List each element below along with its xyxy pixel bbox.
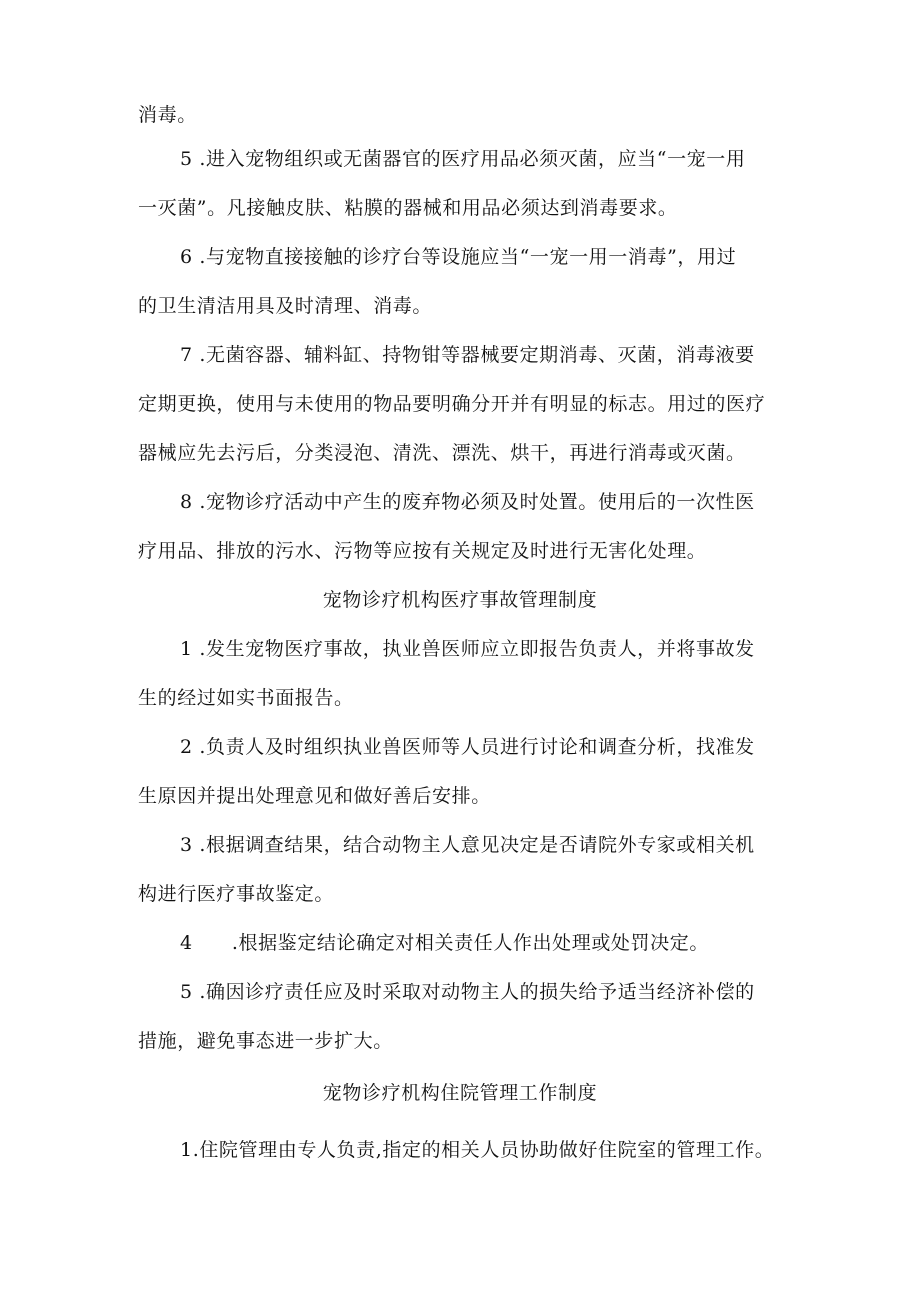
text-line: 3 .根据调查结果，结合动物主人意见决定是否请院外专家或相关机 [180, 834, 755, 856]
text-line: 5 .进入宠物组织或无菌器官的医疗用品必须灭菌，应当“一宠一用 [180, 148, 746, 170]
text-line: 措施，避免事态进一步扩大。 [138, 1030, 393, 1052]
text-line: 的卫生清洁用具及时清理、消毒。 [138, 295, 433, 317]
text-line: 4 .根据鉴定结论确定对相关责任人作出处理或处罚决定。 [180, 932, 709, 954]
text-line: 器械应先去污后，分类浸泡、清洗、漂洗、烘干，再进行消毒或灭菌。 [138, 442, 746, 464]
text-line: 1 .发生宠物医疗事故，执业兽医师应立即报告负责人，并将事故发 [180, 638, 755, 660]
text-line: 疗用品、排放的污水、污物等应按有关规定及时进行无害化处理。 [138, 540, 707, 562]
section-heading: 宠物诊疗机构医疗事故管理制度 [322, 589, 598, 611]
text-line: 构进行医疗事故鉴定。 [138, 883, 335, 905]
text-line: 生原因并提出处理意见和做好善后安排。 [138, 785, 491, 807]
text-line: 1.住院管理由专人负责,指定的相关人员协助做好住院室的管理工作。 [180, 1139, 775, 1161]
text-line: 7 .无菌容器、辅料缸、持物钳等器械要定期消毒、灭菌，消毒液要 [180, 344, 755, 366]
text-line: 6 .与宠物直接接触的诊疗台等设施应当“一宠一用一消毒”，用过 [180, 246, 737, 268]
text-line: 消毒。 [138, 104, 197, 126]
text-line: 5 .确因诊疗责任应及时采取对动物主人的损失给予适当经济补偿的 [180, 981, 755, 1003]
section-heading: 宠物诊疗机构住院管理工作制度 [322, 1082, 598, 1104]
text-line: 定期更换，使用与未使用的物品要明确分开并有明显的标志。用过的医疗 [138, 393, 766, 415]
text-line: 8 .宠物诊疗活动中产生的废弃物必须及时处置。使用后的一次性医 [180, 491, 755, 513]
text-line: 生的经过如实书面报告。 [138, 687, 354, 709]
text-line: 2 .负责人及时组织执业兽医师等人员进行讨论和调查分析，找准发 [180, 736, 755, 758]
text-line: 一灭菌”。凡接触皮肤、粘膜的器械和用品必须达到消毒要求。 [138, 197, 678, 219]
